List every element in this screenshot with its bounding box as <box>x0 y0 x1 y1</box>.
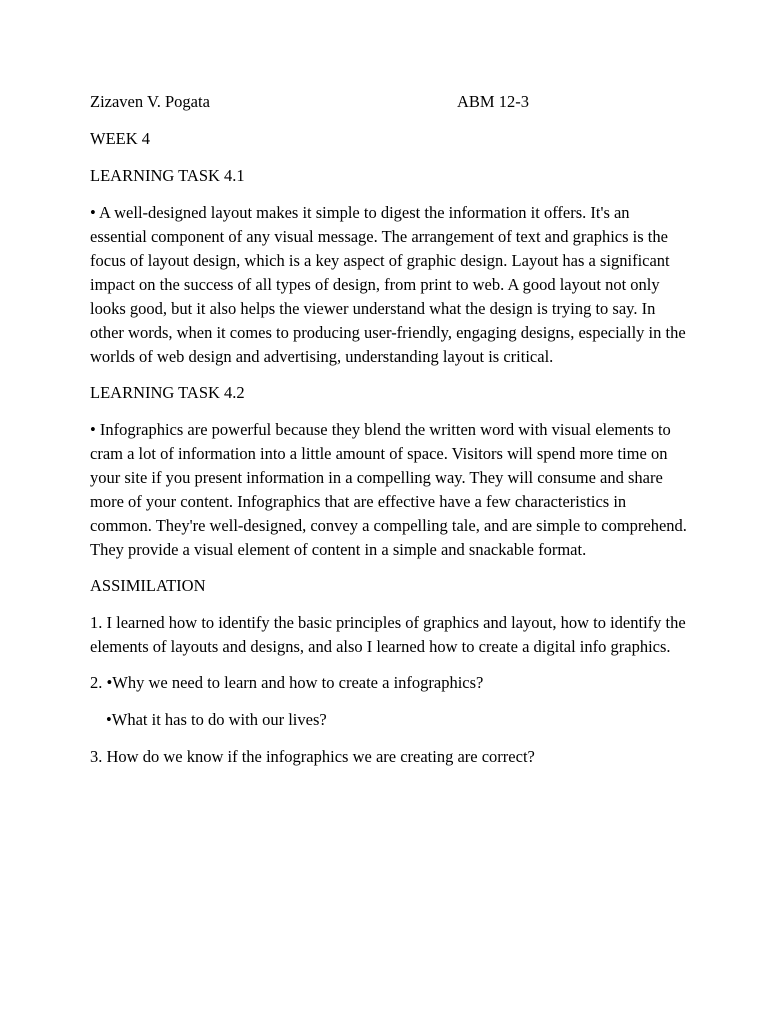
assimilation-item-2a: 2. •Why we need to learn and how to create a infographics? <box>90 673 484 692</box>
assimilation-item-3: 3. How do we know if the infographics we are creating are correct? <box>90 747 535 766</box>
task2-heading: LEARNING TASK 4.2 <box>90 383 245 402</box>
document-body <box>90 90 690 782</box>
assimilation-item-2b: •What it has to do with our lives? <box>106 710 327 729</box>
week-label: WEEK 4 <box>90 129 151 148</box>
assimilation-item-1: 1. I learned how to identify the basic principles of graphics and layout, how to identify the elements of layouts and designs, and also I learned how to create a digital info graphics. <box>90 613 686 656</box>
assimilation-heading: ASSIMILATION <box>90 576 206 595</box>
student-name: Zizaven V. Pogata <box>90 92 210 111</box>
task1-paragraph: • A well-designed layout makes it simple to digest the information it offers. It's an essential component of any visual message. The arrangement of text and graphics is the focus of layout design, which is a key aspect of graphic design. Layout has a significant impact on the success of all types of design, from print to web. A good layout not only looks good, but it also helps the viewer understand what the design is trying to say. In other words, when it comes to producing user-friendly, engaging designs, especially in the worlds of web design and advertising, understanding layout is critical. <box>90 203 686 366</box>
header-line <box>90 90 690 114</box>
class-section: ABM 12-3 <box>457 92 529 111</box>
task1-heading: LEARNING TASK 4.1 <box>90 166 245 185</box>
task2-paragraph: • Infographics are powerful because they blend the written word with visual elements to cram a lot of information into a little amount of space. Visitors will spend more time on your site if you present information in a compelling way. They will consume and share more of your content. Infographics that are effective have a few characteristics in common. They're well-designed, convey a compelling tale, and are simple to comprehend. They provide a visual element of content in a simple and snackable format. <box>90 420 687 559</box>
